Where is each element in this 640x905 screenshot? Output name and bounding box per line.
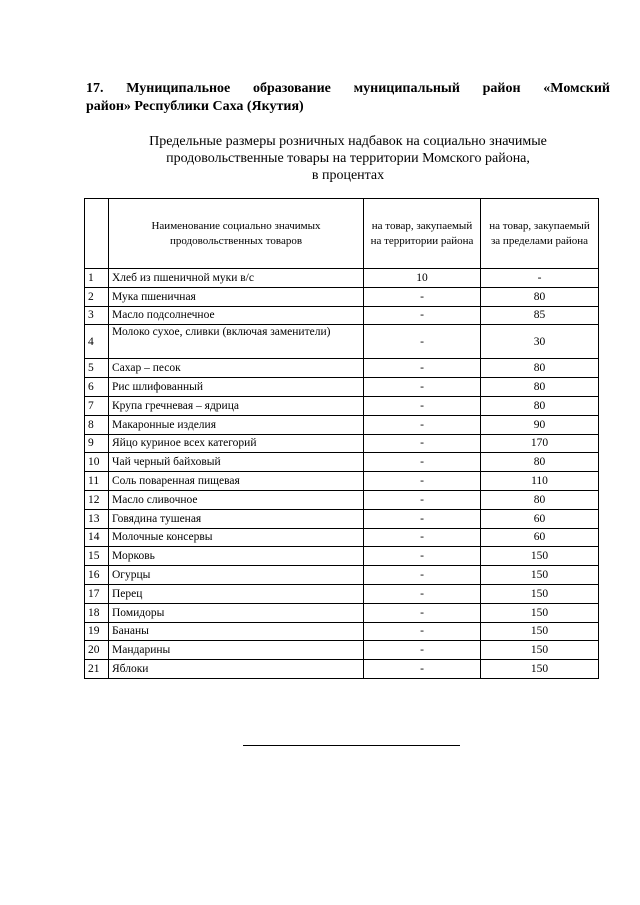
cell-local: - [364,453,481,472]
cell-num: 4 [85,325,109,359]
cell-local: - [364,660,481,679]
cell-outside: 170 [481,434,599,453]
header-name: Наименование социально значимых продовольственных товаров [109,199,364,269]
cell-num: 14 [85,528,109,547]
footer-rule [243,745,460,746]
table-row [85,547,599,566]
cell-name: Сахар – песок [109,359,364,378]
cell-num: 16 [85,566,109,585]
cell-name: Масло сливочное [109,490,364,509]
cell-outside: 80 [481,359,599,378]
cell-local: - [364,547,481,566]
cell-local: - [364,415,481,434]
cell-num: 3 [85,306,109,325]
table-header-row [85,199,599,269]
table-row [85,641,599,660]
cell-num: 11 [85,472,109,491]
table-row [85,622,599,641]
cell-name: Молоко сухое, сливки (включая заменители) [109,325,364,359]
cell-outside: 150 [481,584,599,603]
heading-line-1: 17. Муниципальное образование муниципальный район «Момский [86,81,610,96]
cell-local: - [364,641,481,660]
caption-line-3: в процентах [311,168,385,183]
cell-outside: 60 [481,528,599,547]
cell-num: 1 [85,269,109,288]
cell-outside: 80 [481,490,599,509]
cell-name: Огурцы [109,566,364,585]
cell-name: Крупа гречневая – ядрица [109,396,364,415]
cell-outside: 150 [481,566,599,585]
cell-num: 20 [85,641,109,660]
cell-name: Морковь [109,547,364,566]
cell-num: 17 [85,584,109,603]
table-row [85,378,599,397]
cell-local: - [364,287,481,306]
cell-name: Хлеб из пшеничной муки в/с [109,269,364,288]
table-row [85,287,599,306]
cell-local: - [364,325,481,359]
cell-name: Соль поваренная пищевая [109,472,364,491]
cell-name: Рис шлифованный [109,378,364,397]
cell-name: Молочные консервы [109,528,364,547]
section-heading [86,80,610,116]
cell-name: Яйцо куриное всех категорий [109,434,364,453]
table-row [85,660,599,679]
cell-local: - [364,622,481,641]
cell-num: 2 [85,287,109,306]
cell-name: Говядина тушеная [109,509,364,528]
cell-local: - [364,584,481,603]
cell-local: - [364,306,481,325]
table-row [85,528,599,547]
cell-name: Масло подсолнечное [109,306,364,325]
table-row [85,490,599,509]
cell-outside: 110 [481,472,599,491]
cell-outside: - [481,269,599,288]
cell-outside: 90 [481,415,599,434]
cell-local: - [364,472,481,491]
caption-line-2: продовольственные товары на территории Момского района, [166,151,530,166]
cell-outside: 85 [481,306,599,325]
table-row [85,509,599,528]
cell-outside: 150 [481,547,599,566]
table-row [85,415,599,434]
cell-outside: 150 [481,603,599,622]
cell-local: - [364,434,481,453]
cell-outside: 80 [481,287,599,306]
cell-num: 7 [85,396,109,415]
table-row [85,453,599,472]
cell-name: Мандарины [109,641,364,660]
cell-outside: 80 [481,378,599,397]
cell-outside: 60 [481,509,599,528]
cell-name: Перец [109,584,364,603]
cell-num: 5 [85,359,109,378]
cell-local: - [364,396,481,415]
cell-num: 18 [85,603,109,622]
table-row [85,472,599,491]
cell-local: - [364,528,481,547]
markup-table [84,198,599,679]
table-row [85,306,599,325]
cell-local: - [364,509,481,528]
cell-name: Яблоки [109,660,364,679]
cell-outside: 150 [481,660,599,679]
cell-outside: 150 [481,622,599,641]
cell-name: Помидоры [109,603,364,622]
table-row [85,584,599,603]
cell-num: 10 [85,453,109,472]
cell-local: - [364,490,481,509]
cell-name: Бананы [109,622,364,641]
cell-local: - [364,566,481,585]
table-row [85,325,599,359]
cell-outside: 30 [481,325,599,359]
table-row [85,566,599,585]
table-row [85,396,599,415]
cell-num: 13 [85,509,109,528]
cell-name: Макаронные изделия [109,415,364,434]
header-local: на товар, закупаемый на территории района [364,199,481,269]
cell-local: - [364,359,481,378]
header-outside: на товар, закупаемый за пределами района [481,199,599,269]
cell-num: 6 [85,378,109,397]
cell-local: 10 [364,269,481,288]
cell-num: 9 [85,434,109,453]
caption-line-1: Предельные размеры розничных надбавок на социально значимые [149,134,547,149]
cell-num: 19 [85,622,109,641]
cell-name: Чай черный байховый [109,453,364,472]
cell-num: 15 [85,547,109,566]
table-row [85,359,599,378]
header-num [85,199,109,269]
cell-outside: 80 [481,396,599,415]
heading-line-2: район» Республики Саха (Якутия) [86,99,304,114]
cell-num: 12 [85,490,109,509]
cell-local: - [364,378,481,397]
cell-num: 8 [85,415,109,434]
table-row [85,603,599,622]
cell-outside: 80 [481,453,599,472]
cell-num: 21 [85,660,109,679]
table-row [85,434,599,453]
cell-local: - [364,603,481,622]
table-caption [86,133,610,184]
cell-name: Мука пшеничная [109,287,364,306]
cell-outside: 150 [481,641,599,660]
table-row [85,269,599,288]
